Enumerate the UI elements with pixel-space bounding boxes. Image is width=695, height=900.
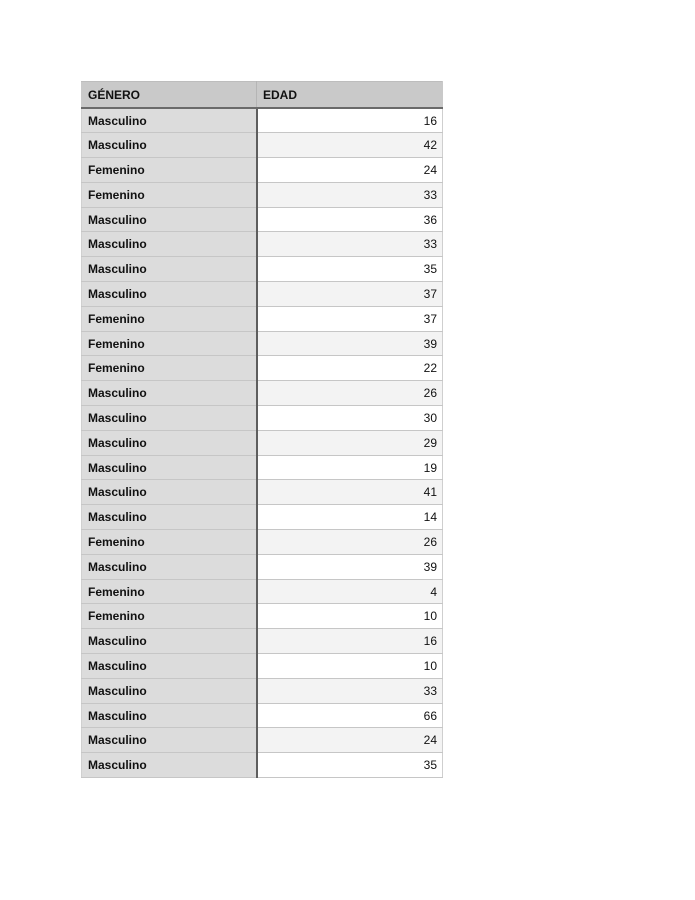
- edad-cell: 39: [257, 331, 443, 356]
- table-row: [82, 331, 443, 356]
- edad-cell: 41: [257, 480, 443, 505]
- column-header-edad: EDAD: [257, 82, 443, 109]
- table-row: [82, 678, 443, 703]
- edad-cell: 66: [257, 703, 443, 728]
- table-row: [82, 133, 443, 158]
- edad-cell: 16: [257, 108, 443, 133]
- genero-cell: Femenino: [82, 158, 257, 183]
- table-row: [82, 753, 443, 778]
- genero-cell: Masculino: [82, 430, 257, 455]
- table-row: [82, 356, 443, 381]
- genero-cell: Masculino: [82, 282, 257, 307]
- edad-cell: 16: [257, 629, 443, 654]
- edad-cell: 33: [257, 232, 443, 257]
- genero-cell: Masculino: [82, 133, 257, 158]
- genero-cell: Masculino: [82, 505, 257, 530]
- edad-cell: 42: [257, 133, 443, 158]
- genero-cell: Masculino: [82, 480, 257, 505]
- table-row: [82, 257, 443, 282]
- genero-cell: Femenino: [82, 604, 257, 629]
- data-table: [81, 81, 443, 778]
- table-row: [82, 381, 443, 406]
- edad-cell: 37: [257, 282, 443, 307]
- edad-cell: 29: [257, 430, 443, 455]
- table-row: [82, 579, 443, 604]
- table-row: [82, 108, 443, 133]
- column-header-genero: GÉNERO: [82, 82, 257, 109]
- table-row: [82, 282, 443, 307]
- edad-cell: 4: [257, 579, 443, 604]
- edad-cell: 35: [257, 753, 443, 778]
- genero-cell: Masculino: [82, 554, 257, 579]
- table-body: [82, 108, 443, 778]
- table-row: [82, 158, 443, 183]
- genero-cell: Femenino: [82, 579, 257, 604]
- edad-cell: 35: [257, 257, 443, 282]
- genero-cell: Masculino: [82, 753, 257, 778]
- table-row: [82, 455, 443, 480]
- edad-cell: 36: [257, 207, 443, 232]
- edad-cell: 24: [257, 728, 443, 753]
- table-row: [82, 207, 443, 232]
- genero-cell: Femenino: [82, 331, 257, 356]
- table-row: [82, 182, 443, 207]
- header-row: [82, 82, 443, 109]
- edad-cell: 39: [257, 554, 443, 579]
- genero-cell: Masculino: [82, 678, 257, 703]
- edad-cell: 26: [257, 381, 443, 406]
- table-row: [82, 554, 443, 579]
- table-row: [82, 530, 443, 555]
- edad-cell: 26: [257, 530, 443, 555]
- table-row: [82, 703, 443, 728]
- table-row: [82, 604, 443, 629]
- genero-cell: Masculino: [82, 703, 257, 728]
- genero-cell: Masculino: [82, 108, 257, 133]
- table-row: [82, 480, 443, 505]
- edad-cell: 10: [257, 604, 443, 629]
- genero-cell: Masculino: [82, 381, 257, 406]
- genero-cell: Femenino: [82, 530, 257, 555]
- table-row: [82, 654, 443, 679]
- table-row: [82, 430, 443, 455]
- table-row: [82, 728, 443, 753]
- edad-cell: 30: [257, 406, 443, 431]
- edad-cell: 37: [257, 306, 443, 331]
- table-row: [82, 406, 443, 431]
- table-row: [82, 306, 443, 331]
- edad-cell: 24: [257, 158, 443, 183]
- edad-cell: 33: [257, 678, 443, 703]
- genero-cell: Masculino: [82, 654, 257, 679]
- table-row: [82, 629, 443, 654]
- genero-cell: Femenino: [82, 182, 257, 207]
- genero-cell: Masculino: [82, 629, 257, 654]
- table-row: [82, 232, 443, 257]
- edad-cell: 22: [257, 356, 443, 381]
- genero-cell: Masculino: [82, 232, 257, 257]
- edad-cell: 10: [257, 654, 443, 679]
- genero-cell: Masculino: [82, 257, 257, 282]
- genero-cell: Masculino: [82, 207, 257, 232]
- genero-cell: Masculino: [82, 406, 257, 431]
- genero-cell: Masculino: [82, 728, 257, 753]
- table-row: [82, 505, 443, 530]
- edad-cell: 19: [257, 455, 443, 480]
- genero-cell: Femenino: [82, 306, 257, 331]
- genero-cell: Femenino: [82, 356, 257, 381]
- edad-cell: 14: [257, 505, 443, 530]
- edad-cell: 33: [257, 182, 443, 207]
- genero-cell: Masculino: [82, 455, 257, 480]
